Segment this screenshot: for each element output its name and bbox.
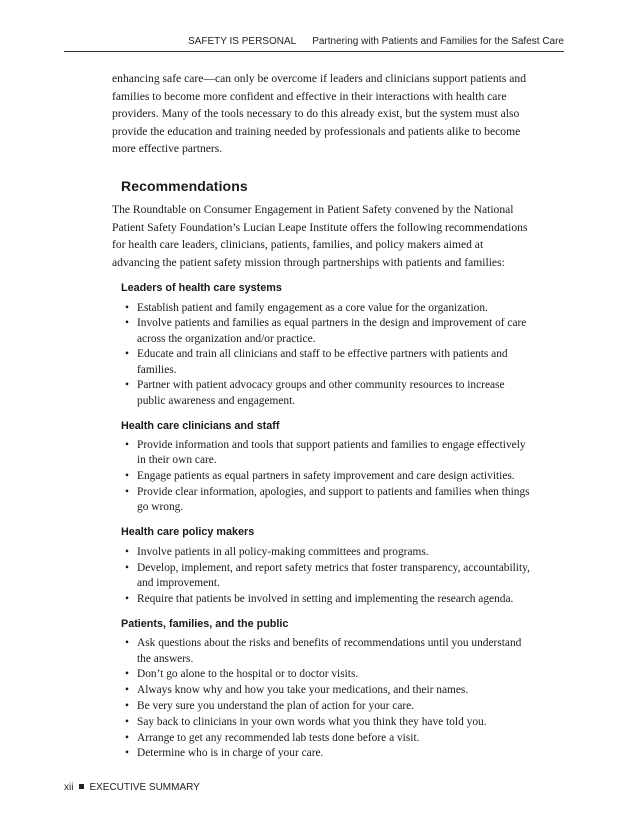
bullet-icon: •	[125, 486, 129, 498]
list-item: • Provide clear information, apologies, and support to patients and families when things go wrong.	[125, 486, 530, 514]
page-number: xii	[64, 782, 74, 793]
list-item: • Always know why and how you take your medications, and their names.	[121, 683, 532, 698]
bullet-icon: •	[125, 684, 129, 697]
bullet-icon: •	[125, 470, 129, 483]
list-item: • Don’t go alone to the hospital or to doctor visits.	[121, 667, 532, 682]
bullet-list	[121, 438, 532, 515]
list-item: • Develop, implement, and report safety metrics that foster transparency, accountability, and improvement.	[125, 561, 530, 589]
bullet-icon: •	[125, 348, 129, 361]
square-bullet-icon	[79, 784, 84, 789]
bullet-icon: •	[125, 317, 129, 330]
group-title: Leaders of health care systems	[121, 282, 282, 294]
list-item: • Say back to clinicians in your own words what you think they have told you.	[121, 715, 532, 730]
group-patients-public	[121, 616, 532, 762]
list-item: • Involve patients and families as equal partners in the design and improvement of care across the organization and/or practice.	[125, 317, 527, 345]
list-item: • Determine who is in charge of your care.	[121, 746, 532, 761]
recommendations-heading: Recommendations	[121, 177, 248, 194]
group-policy-makers	[121, 524, 532, 607]
group-clinicians	[121, 418, 532, 516]
recommendations-intro: The Roundtable on Consumer Engagement in Patient Safety convened by the National Patient Safety Foundation’s Lucian Leape Institute offers the following recommendations for health care leaders, clinicians, patients, families, and policy makers aimed at advancing the patient safety mission through partnerships with patients and families:	[112, 203, 528, 269]
group-leaders	[121, 280, 532, 409]
bullet-list	[121, 545, 532, 607]
footer-section-title: EXECUTIVE SUMMARY	[89, 782, 200, 793]
list-item: • Involve patients in all policy-making committees and programs.	[121, 545, 532, 560]
list-item: • Engage patients as equal partners in safety improvement and care design activities.	[121, 469, 532, 484]
bullet-icon: •	[125, 439, 129, 452]
bullet-icon: •	[125, 668, 129, 681]
group-title: Health care clinicians and staff	[121, 419, 280, 432]
running-header	[64, 36, 564, 47]
list-item: • Partner with patient advocacy groups and other community resources to increase public awareness and engagement.	[125, 379, 505, 407]
page-body	[112, 70, 532, 762]
bullet-list	[121, 636, 532, 761]
intro-paragraph: enhancing safe care—can only be overcome if leaders and clinicians support patients and families to become more confident and effective in their interactions with health care providers. Many of the tools necessary to do this already exist, but the system must also provide the education and training needed by professionals and patients alike to become more effective partners.	[112, 72, 526, 155]
list-item: • Ask questions about the risks and benefits of recommendations until you understand the answers.	[125, 637, 522, 665]
bullet-icon: •	[125, 731, 129, 744]
header-subtitle: Partnering with Patients and Families for the Safest Care	[312, 36, 564, 47]
bullet-icon: •	[125, 561, 129, 574]
header-rule	[64, 51, 564, 52]
bullet-icon: •	[125, 747, 129, 760]
group-title: Patients, families, and the public	[121, 617, 289, 630]
bullet-icon: •	[125, 715, 129, 728]
bullet-icon: •	[125, 637, 129, 650]
bullet-icon: •	[125, 545, 129, 558]
list-item: • Require that patients be involved in setting and implementing the research agenda.	[121, 592, 532, 607]
list-item: • Arrange to get any recommended lab tests done before a visit.	[121, 731, 532, 746]
list-item: • Provide information and tools that support patients and families to engage effectively in their own care.	[125, 439, 526, 467]
bullet-icon: •	[125, 379, 129, 392]
bullet-icon: •	[125, 592, 129, 605]
group-title: Health care policy makers	[121, 526, 255, 539]
list-item: • Be very sure you understand the plan of action for your care.	[121, 699, 532, 714]
header-title: SAFETY IS PERSONAL	[188, 36, 297, 47]
running-footer	[64, 782, 200, 793]
bullet-icon: •	[125, 700, 129, 712]
list-item: • Educate and train all clinicians and staff to be effective partners with patients and families.	[125, 348, 508, 376]
list-item: • Establish patient and family engagement as a core value for the organization.	[121, 301, 532, 316]
bullet-icon: •	[125, 301, 129, 314]
bullet-list	[121, 301, 532, 409]
